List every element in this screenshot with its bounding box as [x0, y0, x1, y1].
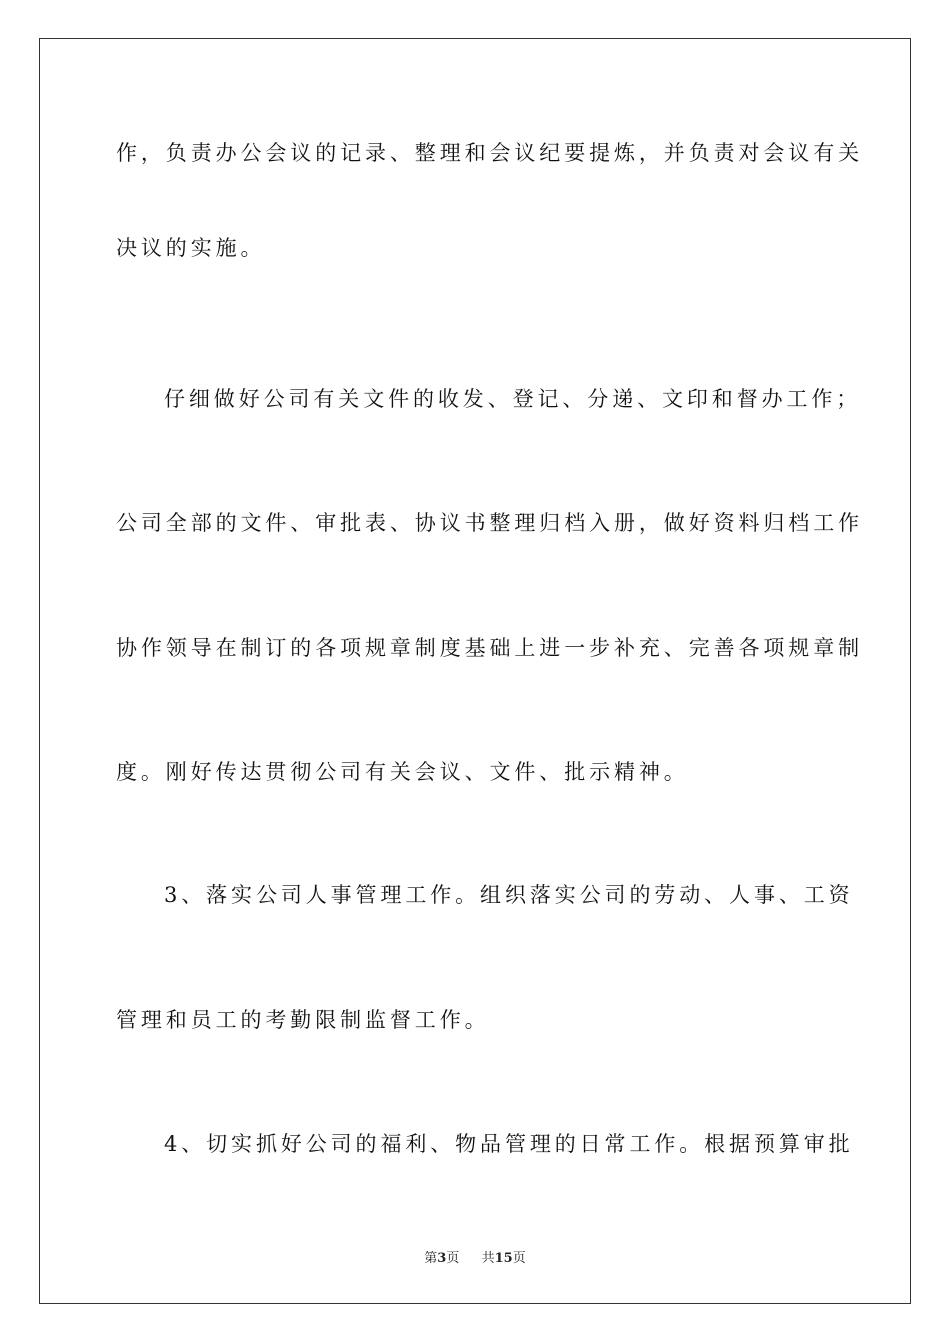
- text-line-7: 3、落实公司人事管理工作。组织落实公司的劳动、人事、工资: [164, 883, 854, 907]
- text-line-3: 仔细做好公司有关文件的收发、登记、分递、文印和督办工作；: [164, 387, 862, 411]
- page-prefix: 第: [424, 1251, 438, 1266]
- total-suffix: 页: [512, 1251, 526, 1266]
- text-line-2: 决议的实施。: [116, 236, 266, 260]
- page-suffix: 页: [446, 1251, 460, 1266]
- text-line-1: 作，负责办公会议的记录、整理和会议纪要提炼，并负责对会议有关: [116, 141, 863, 165]
- text-line-5: 协作领导在制订的各项规章制度基础上进一步补充、完善各项规章制: [116, 636, 863, 660]
- text-line-6: 度。刚好传达贯彻公司有关会议、文件、批示精神。: [116, 760, 689, 784]
- text-line-4: 公司全部的文件、审批表、协议书整理归档入册，做好资料归档工作: [116, 511, 863, 535]
- total-pages: 15: [494, 1251, 513, 1266]
- page-footer: [0, 1247, 950, 1266]
- text-line-9: 4、切实抓好公司的福利、物品管理的日常工作。根据预算审批: [164, 1132, 854, 1156]
- text-line-8: 管理和员工的考勤限制监督工作。: [116, 1008, 490, 1032]
- page-border: [39, 38, 911, 1304]
- page-number: 3: [437, 1251, 447, 1266]
- total-prefix: 共: [481, 1251, 495, 1266]
